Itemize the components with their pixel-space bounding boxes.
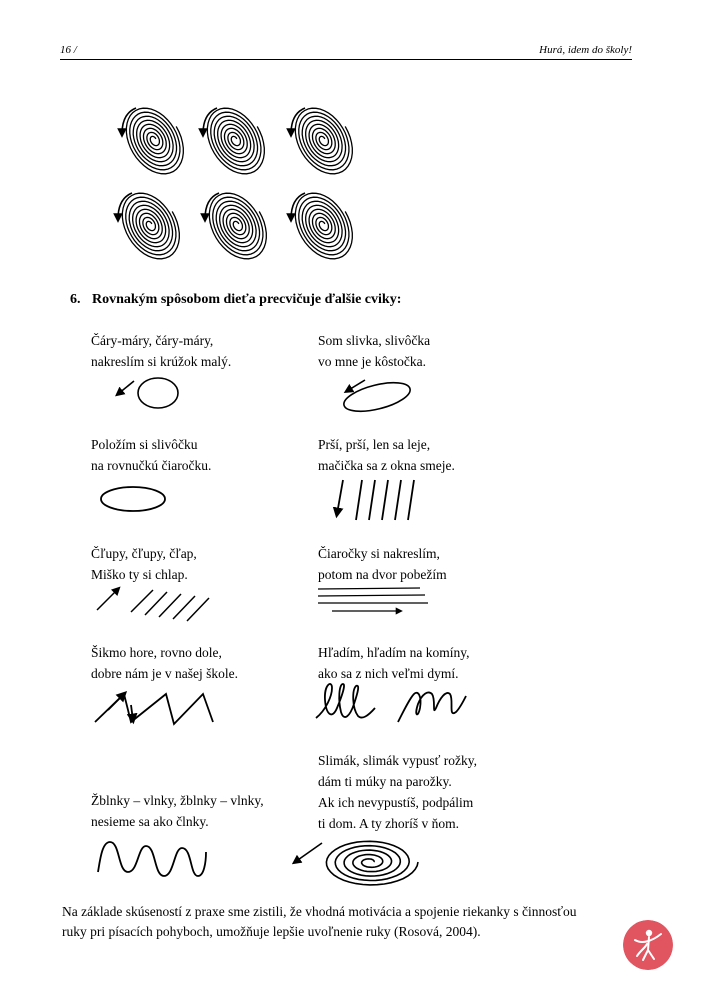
rhyme-loops [318, 642, 469, 684]
waves-figure [98, 842, 206, 876]
rhyme-horizontal-lines [318, 543, 447, 585]
rhyme-line: Hľadím, hľadím na komíny, [318, 645, 470, 660]
rhyme-waves [91, 790, 264, 832]
rhyme-line: ako sa z nich veľmi dymí. [318, 666, 459, 681]
zigzag-figure [95, 694, 213, 724]
rhyme-flat-oval [91, 434, 211, 476]
rhyme-line: Čáry-máry, čáry-máry, [91, 333, 214, 348]
conclusion-paragraph [62, 902, 642, 941]
rhyme-line: Položím si slivôčku [91, 437, 198, 452]
rhyme-line: nakreslím si krúžok malý. [91, 354, 232, 369]
rhyme-line: Žblnky – vlnky, žblnky – vlnky, [91, 793, 264, 808]
slanted-strokes-figure [97, 589, 209, 621]
rhyme-line: Som slivka, slivôčka [318, 333, 431, 348]
rhyme-line: dobre nám je v našej škole. [91, 666, 238, 681]
exercise-heading-text: Rovnakým spôsobom dieťa precvičuje ďalšie cviky: [92, 292, 402, 307]
flat-oval-figure [101, 487, 165, 511]
rhyme-small-circle [91, 330, 231, 372]
rhyme-line: potom na dvor pobežím [318, 567, 447, 582]
running-title: Hurá, idem do školy! [539, 44, 632, 56]
rhyme-line: Čľupy, čľupy, čľap, [91, 546, 197, 561]
rhyme-line: Miško ty si chlap. [91, 567, 188, 582]
scribble-spiral [203, 108, 264, 174]
rhyme-oval [318, 330, 430, 372]
rhyme-line: Ak ich nevypustíš, podpálim [318, 795, 474, 810]
loops-figure [316, 684, 466, 722]
rhyme-line: ti dom. A ty zhoríš v ňom. [318, 816, 460, 831]
page-number: 16 / [60, 44, 77, 56]
rhyme-line: Prší, prší, len sa leje, [318, 437, 431, 452]
small-circle-figure [118, 378, 178, 408]
rhyme-slanted-strokes [91, 543, 197, 585]
vertical-strokes-figure [337, 480, 414, 520]
rhyme-line: mačička sa z okna smeje. [318, 458, 455, 473]
spiral-small-figure [295, 841, 418, 885]
rhyme-line: Slimák, slimák vypusť rožky, [318, 753, 478, 768]
rhyme-line: vo mne je kôstočka. [318, 354, 426, 369]
scribble-spiral [205, 193, 266, 259]
scribble-spiral [291, 108, 352, 174]
oval-figure [341, 377, 413, 417]
rhyme-spiral [318, 750, 477, 834]
scribble-spiral [291, 193, 352, 259]
exercise-number: 6. [70, 292, 81, 307]
scribble-spiral [118, 193, 179, 259]
rhyme-zigzag [91, 642, 238, 684]
conclusion-line: Na základe skúseností z praxe sme zistili, že vhodná motivácia a spojenie riekanky s činnosťou [62, 904, 577, 919]
conclusion-line: ruky pri písacích pohyboch, umožňuje lepšie uvoľnenie ruky (Rosová, 2004). [62, 923, 481, 939]
exercise-heading [70, 292, 401, 308]
scribble-spiral [122, 108, 183, 174]
horizontal-lines-figure [318, 588, 428, 611]
rhyme-vertical-strokes [318, 434, 455, 476]
spiral-figure-group [118, 108, 352, 259]
rhyme-line: Šikmo hore, rovno dole, [91, 645, 222, 660]
rhyme-line: na rovnučkú čiaročku. [91, 458, 212, 473]
rhyme-line: Čiaročky si nakreslím, [318, 546, 440, 561]
rhyme-line: nesieme sa ako člnky. [91, 814, 209, 829]
figure-in-circle-logo-icon [623, 920, 673, 970]
rhyme-line: dám ti múky na parožky. [318, 774, 452, 789]
